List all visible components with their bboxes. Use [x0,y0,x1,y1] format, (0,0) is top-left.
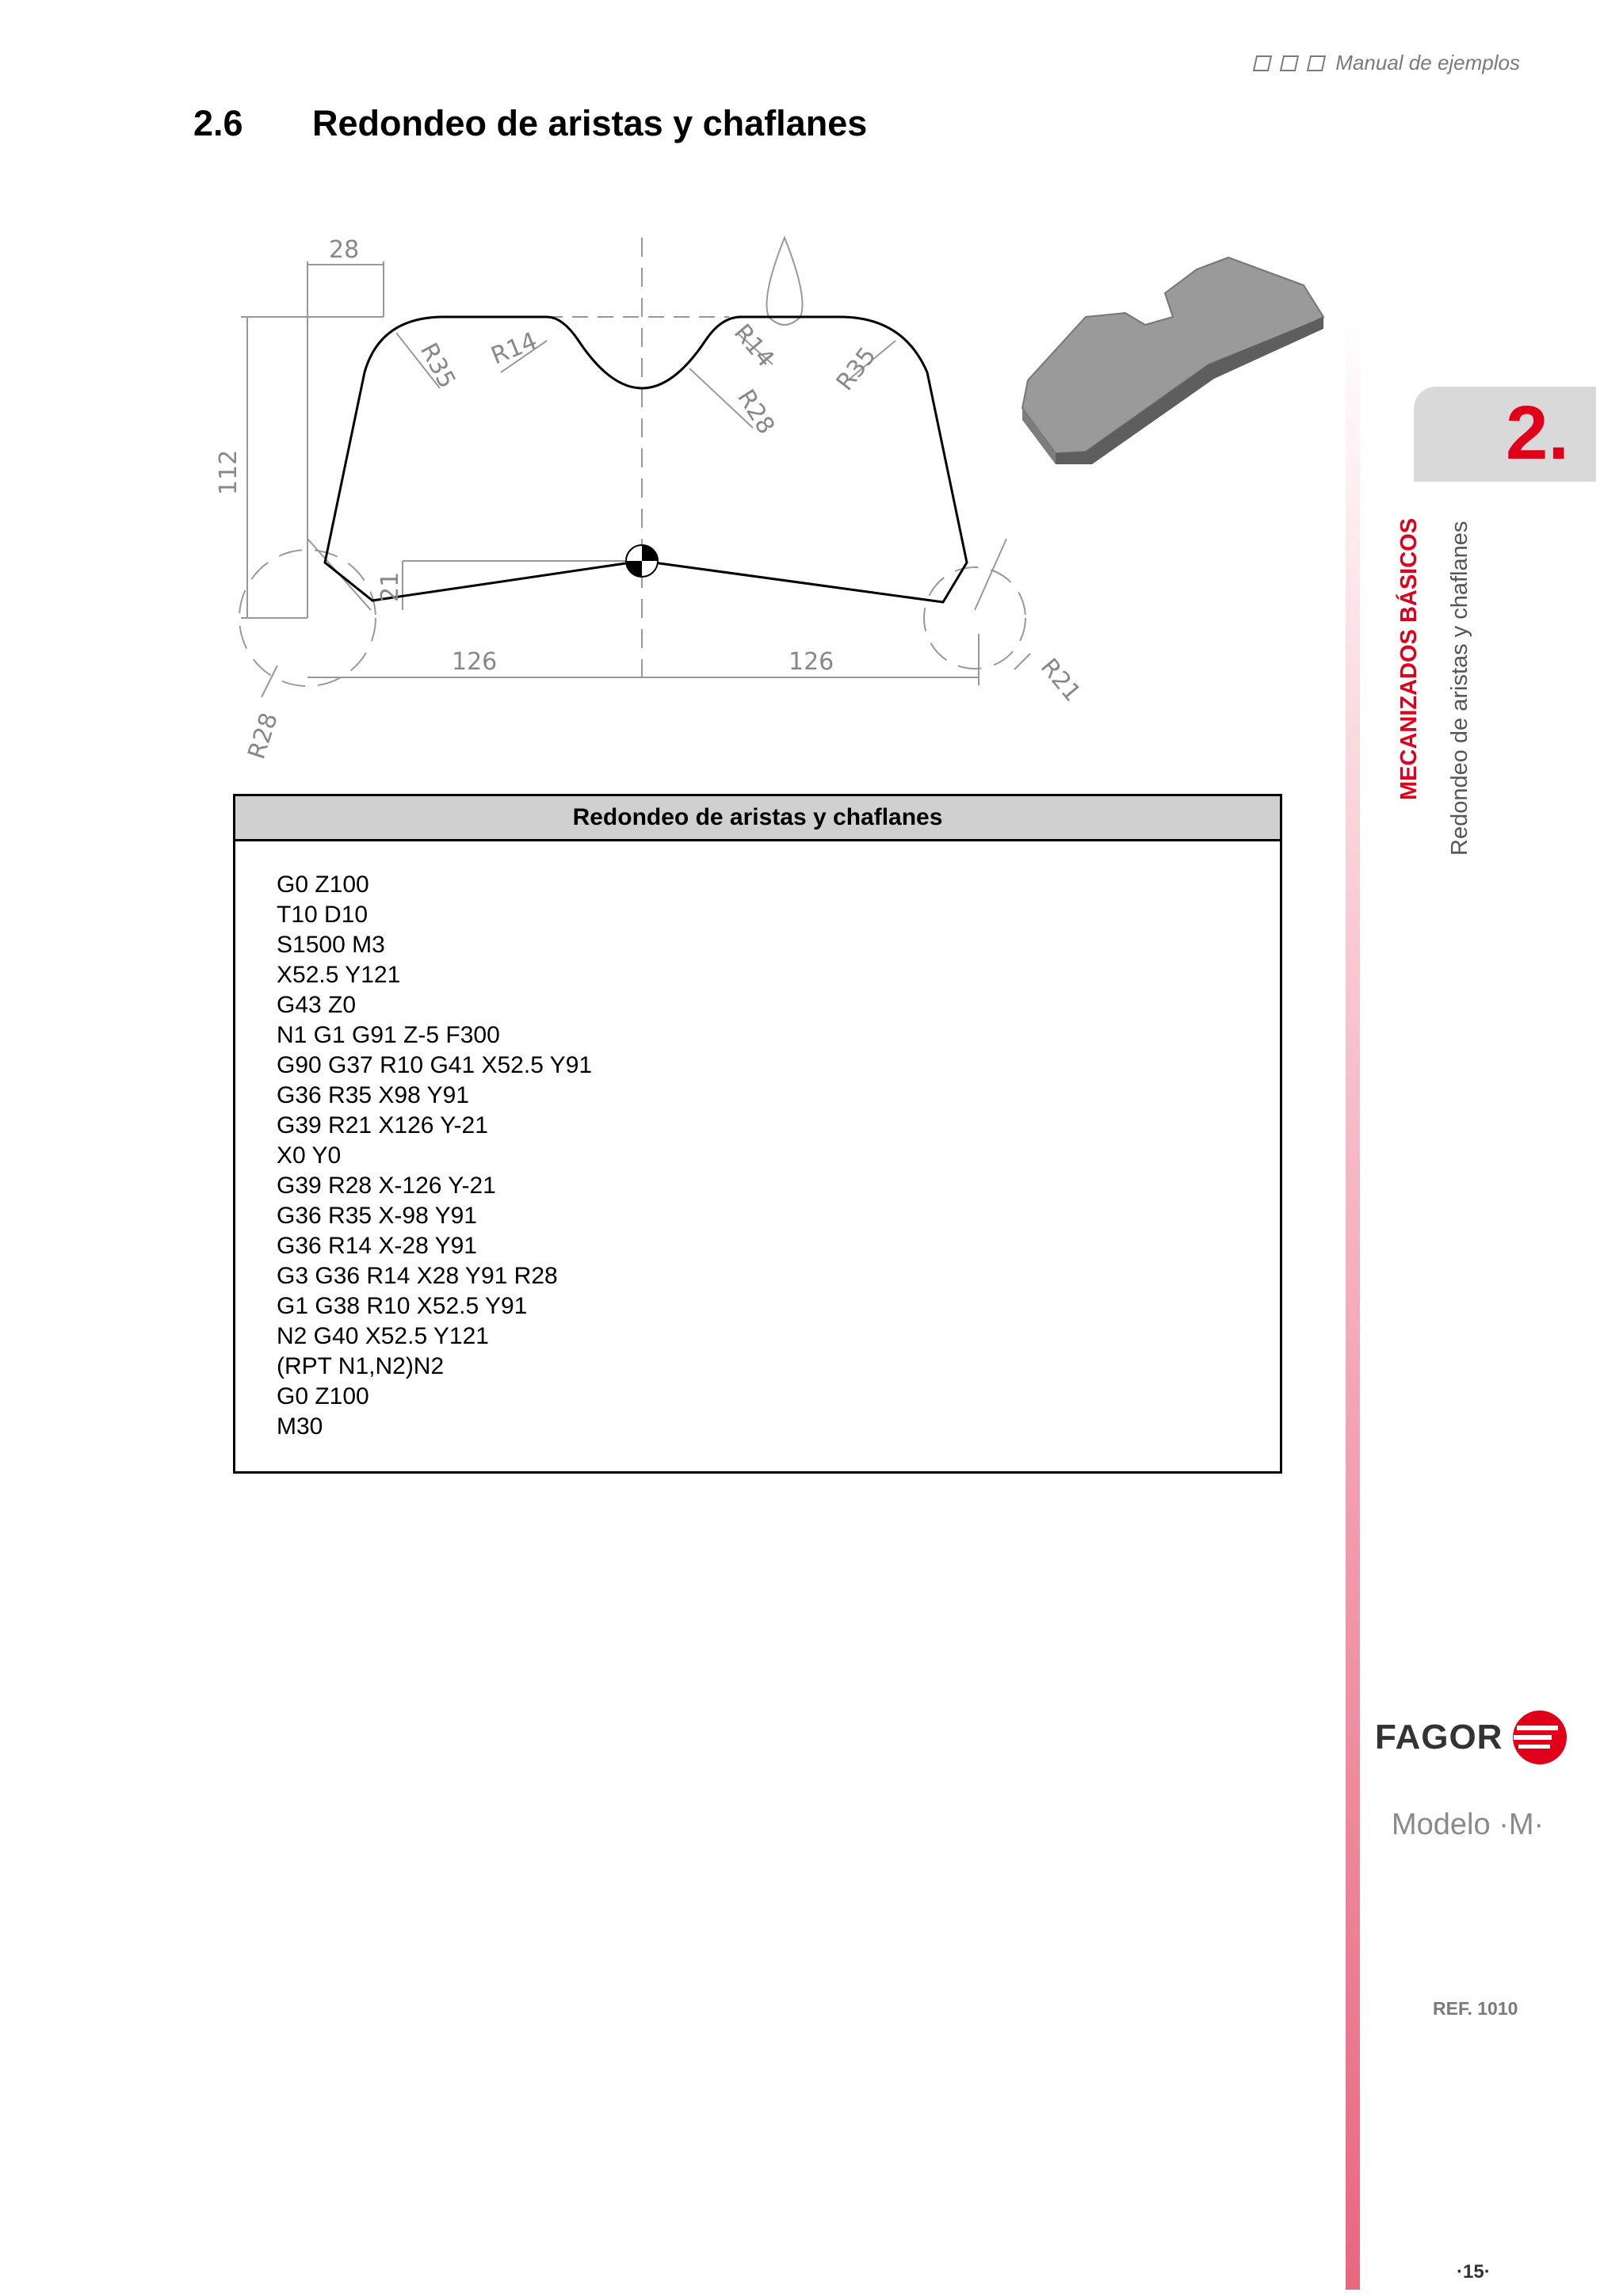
radius-label: R35 [831,341,882,396]
code-line: G36 R14 X-28 Y91 [277,1233,477,1259]
radius-label: R21 [1034,653,1086,707]
technical-drawing [214,222,1363,776]
code-line: G43 Z0 [277,992,357,1018]
code-line: N1 G1 G91 Z-5 F300 [277,1022,500,1048]
brand-name: FAGOR [1375,1718,1503,1756]
running-header [1254,51,1520,75]
code-line: G39 R28 X-126 Y-21 [277,1173,496,1199]
manual-title: Manual de ejemplos [1335,51,1520,74]
section-title: Redondeo de aristas y chaflanes [312,103,868,143]
reference-label: REF. 1010 [1433,1998,1518,2019]
page-number: ·15· [1457,2261,1491,2283]
code-line: G39 R21 X126 Y-21 [277,1112,488,1138]
dim-bottom-right: 126 [789,648,834,676]
section-number: 2.6 [193,103,243,143]
square-icon [1307,55,1326,71]
dim-small: 21 [376,571,404,602]
section-title-vertical: Redondeo de aristas y chaflanes [1447,521,1472,856]
radius-label: R14 [727,318,780,373]
code-list [235,841,1280,1442]
brand-logo [1375,1708,1569,1767]
radius-label: R28 [731,384,781,440]
radius-label: R28 [242,709,284,763]
code-line: G1 G38 R10 X52.5 Y91 [277,1293,528,1319]
radius-label: R35 [414,338,461,393]
chapter-title: MECANIZADOS BÁSICOS [1396,517,1422,800]
code-table-caption: Redondeo de aristas y chaflanes [235,796,1280,841]
code-line: G0 Z100 [277,1383,369,1409]
code-line: G36 R35 X-98 Y91 [277,1203,477,1229]
code-line: T10 D10 [277,902,369,928]
sidebar-gradient-bar [1346,301,1360,2290]
square-icon [1253,55,1272,71]
part-3d-render [1022,257,1323,464]
chapter-tab [1414,387,1596,482]
code-line: G36 R35 X98 Y91 [277,1082,469,1108]
code-line: M30 [277,1413,323,1440]
code-line: N2 G40 X52.5 Y121 [277,1323,489,1349]
model-label: Modelo ·M· [1392,1808,1545,1841]
dim-height: 112 [215,449,242,495]
dim-top: 28 [329,236,360,264]
square-icon [1280,55,1299,71]
radius-label: R14 [487,326,541,371]
code-table [233,794,1282,1474]
code-line: G90 G37 R10 G41 X52.5 Y91 [277,1052,593,1078]
code-line: X0 Y0 [277,1142,342,1169]
code-line: G0 Z100 [277,871,369,898]
section-heading [193,103,867,144]
code-line: (RPT N1,N2)N2 [277,1353,445,1379]
code-line: G3 G36 R14 X28 Y91 R28 [277,1263,558,1289]
code-line: X52.5 Y121 [277,962,401,988]
chapter-number: 2. [1505,391,1569,475]
dim-bottom-left: 126 [452,648,498,676]
code-line: S1500 M3 [277,932,385,958]
fagor-logo-icon [1510,1708,1569,1767]
